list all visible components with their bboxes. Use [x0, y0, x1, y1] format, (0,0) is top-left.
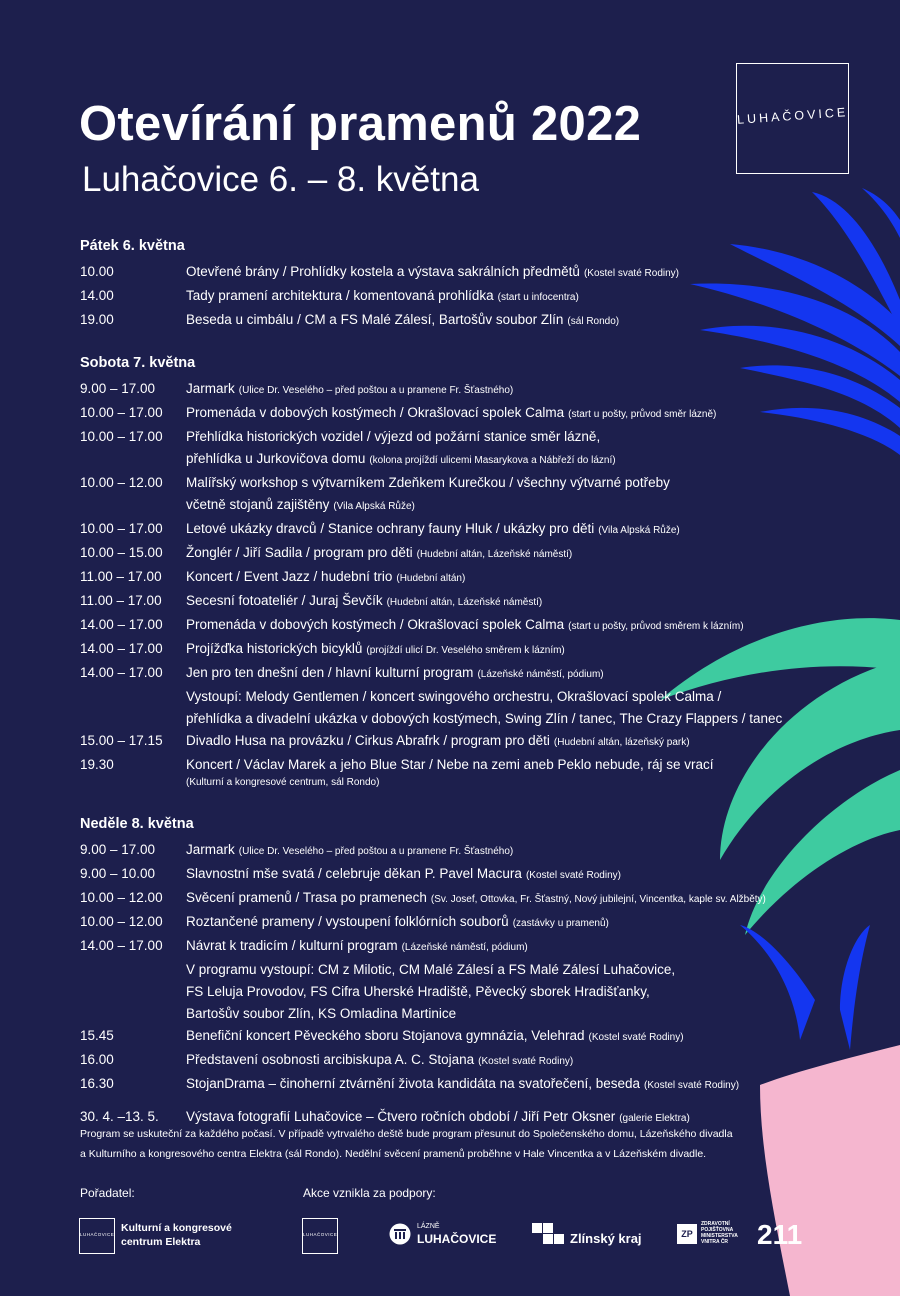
event-subnote: (Kulturní a kongresové centrum, sál Rondo)	[186, 777, 380, 788]
event-note: (kolona projíždí ulicemi Masarykova a Nábřeží do lázní)	[369, 455, 616, 466]
weather-note-line: Program se uskuteční za každého počasí. V případě vytrvalého deště bude program přesunut do Společenského domu, Lázeňského divadla	[80, 1128, 733, 1140]
event-note: (Ulice Dr. Veselého – před poštou a u pramene Fr. Šťastného)	[238, 846, 514, 857]
organizer-label: Pořadatel:	[80, 1186, 135, 1200]
organizer-name: Kulturní a kongresové centrum Elektra	[121, 1222, 232, 1248]
event-row	[80, 518, 880, 542]
event-note: (Kostel svaté Rodiny)	[588, 1032, 684, 1043]
event-row	[80, 472, 880, 518]
event-row	[80, 730, 880, 754]
colonnade-icon	[389, 1223, 411, 1245]
lazne-big-text: LUHAČOVICE	[417, 1232, 497, 1246]
logo-text: LUHAČOVICE	[736, 105, 849, 127]
event-row	[80, 426, 880, 472]
event-time: 10.00 – 17.00	[80, 405, 163, 420]
event-note: (Vila Alpská Růže)	[333, 501, 415, 512]
event-row-performers	[80, 959, 880, 1025]
event-time: 16.30	[80, 1076, 114, 1091]
zp-icon: ZP	[677, 1224, 697, 1244]
event-time: 10.00 – 17.00	[80, 429, 163, 444]
event-time	[80, 686, 186, 730]
event-row	[80, 911, 880, 935]
day-events	[80, 261, 880, 333]
event-time: 9.00 – 10.00	[80, 866, 156, 881]
event-time: 19.00	[80, 312, 114, 327]
event-time: 30. 4. –13. 5.	[80, 1109, 159, 1124]
event-time: 11.00 – 17.00	[80, 593, 162, 608]
performers-line: Vystoupí: Melody Gentlemen / koncert swingového orchestru, Okrašlovací spolek Calma /	[186, 689, 722, 704]
event-title-line2: přehlídka u Jurkovičova domu	[186, 451, 366, 466]
zp-name-line: POJIŠŤOVNA	[701, 1227, 734, 1233]
zp-name-line: MINISTERSTVA	[701, 1233, 738, 1239]
event-note: (projíždí ulicí Dr. Veselého směrem k lázním)	[366, 645, 565, 656]
performers-line: přehlídka a divadelní ukázka v dobových kostýmech, Swing Zlín / tanec, The Crazy Flappers / tanec	[186, 711, 783, 726]
event-row	[80, 402, 880, 426]
page-subtitle: Luhačovice 6. – 8. května	[82, 160, 479, 199]
event-note: (Kostel svaté Rodiny)	[525, 870, 621, 881]
event-title: Výstava fotografií Luhačovice – Čtvero ročních období / Jiří Petr Oksner	[186, 1109, 616, 1124]
event-row	[80, 935, 880, 959]
event-title-line2: včetně stojanů zajištěny	[186, 497, 330, 512]
event-time: 15.45	[80, 1028, 114, 1043]
event-title: Benefiční koncert Pěveckého sboru Stojanova gymnázia, Velehrad	[186, 1028, 585, 1043]
event-time: 10.00 – 12.00	[80, 890, 163, 905]
day-events	[80, 839, 880, 1097]
event-note: (start u infocentra)	[497, 292, 579, 303]
day-heading: Sobota 7. května	[80, 355, 196, 371]
event-note: (start u pošty, průvod směrem k lázním)	[568, 621, 744, 632]
event-title: Koncert / Václav Marek a jeho Blue Star / Nebe na zemi aneb Peklo nebude, ráj se vrací	[186, 757, 714, 772]
event-title: Promenáda v dobových kostýmech / Okrašlovací spolek Calma	[186, 617, 565, 632]
event-title: Promenáda v dobových kostýmech / Okrašlovací spolek Calma	[186, 405, 565, 420]
event-title: StojanDrama – činoherní ztvárnění života kandidáta na svatořečení, beseda	[186, 1076, 641, 1091]
event-title: Jen pro ten dnešní den / hlavní kulturní program	[186, 665, 474, 680]
event-note: (galerie Elektra)	[619, 1113, 690, 1124]
event-title: Přehlídka historických vozidel / výjezd od požární stanice směr lázně,	[186, 429, 601, 444]
page-title: Otevírání pramenů 2022	[79, 97, 642, 151]
event-title: Otevřené brány / Prohlídky kostela a výstava sakrálních předmětů	[186, 264, 580, 279]
event-title: Beseda u cimbálu / CM a FS Malé Zálesí, Bartošův soubor Zlín	[186, 312, 564, 327]
event-title: Projížďka historických bicyklů	[186, 641, 363, 656]
event-row	[80, 1049, 880, 1073]
event-row	[80, 261, 880, 285]
event-note: (Lázeňské náměstí, pódium)	[401, 942, 528, 953]
event-row	[80, 839, 880, 863]
event-title: Roztančené prameny / vystoupení folklórních souborů	[186, 914, 509, 929]
event-title: Secesní fotoateliér / Juraj Ševčík	[186, 593, 383, 608]
event-time: 10.00 – 17.00	[80, 521, 163, 536]
event-time	[80, 959, 186, 1025]
sponsor-logo-text: LUHAČOVICE	[303, 1232, 338, 1237]
event-note: (zastávky u pramenů)	[512, 918, 609, 929]
organizer-logo	[79, 1218, 115, 1254]
zlin-squares-icon	[532, 1223, 566, 1247]
event-row	[80, 638, 880, 662]
lazne-small-text: LÁZNĚ	[417, 1223, 440, 1230]
event-row-performers	[80, 686, 880, 730]
luhacovice-logo	[736, 63, 849, 174]
event-note: (Hudební altán, lázeňský park)	[553, 737, 690, 748]
event-time: 10.00 – 12.00	[80, 475, 163, 490]
event-time: 10.00 – 15.00	[80, 545, 163, 560]
sponsors-label: Akce vznikla za podpory:	[303, 1186, 436, 1200]
zlin-text: Zlínský kraj	[570, 1231, 642, 1246]
day-heading: Pátek 6. května	[80, 238, 185, 254]
event-time: 9.00 – 17.00	[80, 381, 156, 396]
event-note: (Kostel svaté Rodiny)	[644, 1080, 740, 1091]
zp-name-line: VNITRA ČR	[701, 1239, 729, 1245]
event-title: Divadlo Husa na provázku / Cirkus Abrafrk / program pro děti	[186, 733, 550, 748]
event-note: (Kostel svaté Rodiny)	[478, 1056, 574, 1067]
event-title: Slavnostní mše svatá / celebruje děkan P. Pavel Macura	[186, 866, 522, 881]
event-row	[80, 754, 880, 790]
event-note: (sál Rondo)	[567, 316, 620, 327]
event-time: 10.00	[80, 264, 114, 279]
event-row	[80, 887, 880, 911]
event-row	[80, 662, 880, 686]
event-note: (Hudební altán, Lázeňské náměstí)	[416, 549, 573, 560]
performers-line: FS Leluja Provodov, FS Cifra Uherské Hradiště, Pěvecký sborek Hradišťanky,	[186, 984, 650, 999]
event-title: Tady pramení architektura / komentovaná prohlídka	[186, 288, 494, 303]
day-heading: Neděle 8. května	[80, 816, 194, 832]
event-time: 9.00 – 17.00	[80, 842, 156, 857]
day-events	[80, 378, 880, 790]
event-row	[80, 309, 880, 333]
event-note: (Hudební altán)	[396, 573, 466, 584]
event-row	[80, 863, 880, 887]
event-note: (Lázeňské náměstí, pódium)	[477, 669, 604, 680]
performers-line: V programu vystoupí: CM z Milotic, CM Malé Zálesí a FS Malé Zálesí Luhačovice,	[186, 962, 676, 977]
event-row	[80, 285, 880, 309]
event-row	[80, 378, 880, 402]
event-time: 14.00 – 17.00	[80, 938, 163, 953]
performers-line: Bartošův soubor Zlín, KS Omladina Martinice	[186, 1006, 457, 1021]
event-time: 19.30	[80, 757, 114, 772]
event-note: (Vila Alpská Růže)	[598, 525, 680, 536]
event-row	[80, 1073, 880, 1097]
event-time: 14.00 – 17.00	[80, 617, 163, 632]
event-row	[80, 614, 880, 638]
event-title: Jarmark	[186, 842, 235, 857]
event-time: 10.00 – 12.00	[80, 914, 163, 929]
event-title: Představení osobnosti arcibiskupa A. C. Stojana	[186, 1052, 475, 1067]
event-row	[80, 566, 880, 590]
event-title: Svěcení pramenů / Trasa po pramenech	[186, 890, 427, 905]
event-note: (Sv. Josef, Ottovka, Fr. Šťastný, Nový jubilejní, Vincentka, kaple sv. Alžběty)	[430, 894, 766, 905]
weather-note	[80, 1124, 880, 1164]
zp-name	[701, 1221, 738, 1245]
event-row	[80, 590, 880, 614]
event-title: Koncert / Event Jazz / hudební trio	[186, 569, 393, 584]
event-time: 16.00	[80, 1052, 114, 1067]
event-note: (Hudební altán, Lázeňské náměstí)	[386, 597, 543, 608]
sponsor-luhacovice-logo	[302, 1218, 338, 1254]
event-title: Žonglér / Jiří Sadila / program pro děti	[186, 545, 413, 560]
event-title: Jarmark	[186, 381, 235, 396]
event-note: (Ulice Dr. Veselého – před poštou a u pramene Fr. Šťastného)	[238, 385, 514, 396]
event-note: (Kostel svaté Rodiny)	[583, 268, 679, 279]
weather-note-line: a Kulturního a kongresového centra Elektra (sál Rondo). Nedělní svěcení pramenů proběhne v Hale Vincentka a v Lázeňském divadle.	[80, 1148, 707, 1160]
event-row	[80, 1025, 880, 1049]
event-time: 15.00 – 17.15	[80, 733, 163, 748]
event-title: Letové ukázky dravců / Stanice ochrany fauny Hluk / ukázky pro děti	[186, 521, 595, 536]
event-title: Návrat k tradicím / kulturní program	[186, 938, 398, 953]
event-title: Malířský workshop s výtvarníkem Zdeňkem Kurečkou / všechny výtvarné potřeby	[186, 475, 670, 490]
zp-number: 211	[757, 1219, 803, 1250]
event-time: 14.00 – 17.00	[80, 641, 163, 656]
event-time: 11.00 – 17.00	[80, 569, 162, 584]
program-schedule	[80, 238, 880, 1130]
event-note: (start u pošty, průvod směr lázně)	[568, 409, 717, 420]
event-time: 14.00 – 17.00	[80, 665, 163, 680]
organizer-logo-text: LUHAČOVICE	[80, 1232, 115, 1237]
event-time: 14.00	[80, 288, 114, 303]
event-row	[80, 542, 880, 566]
zp-name-line: ZDRAVOTNÍ	[701, 1221, 730, 1227]
